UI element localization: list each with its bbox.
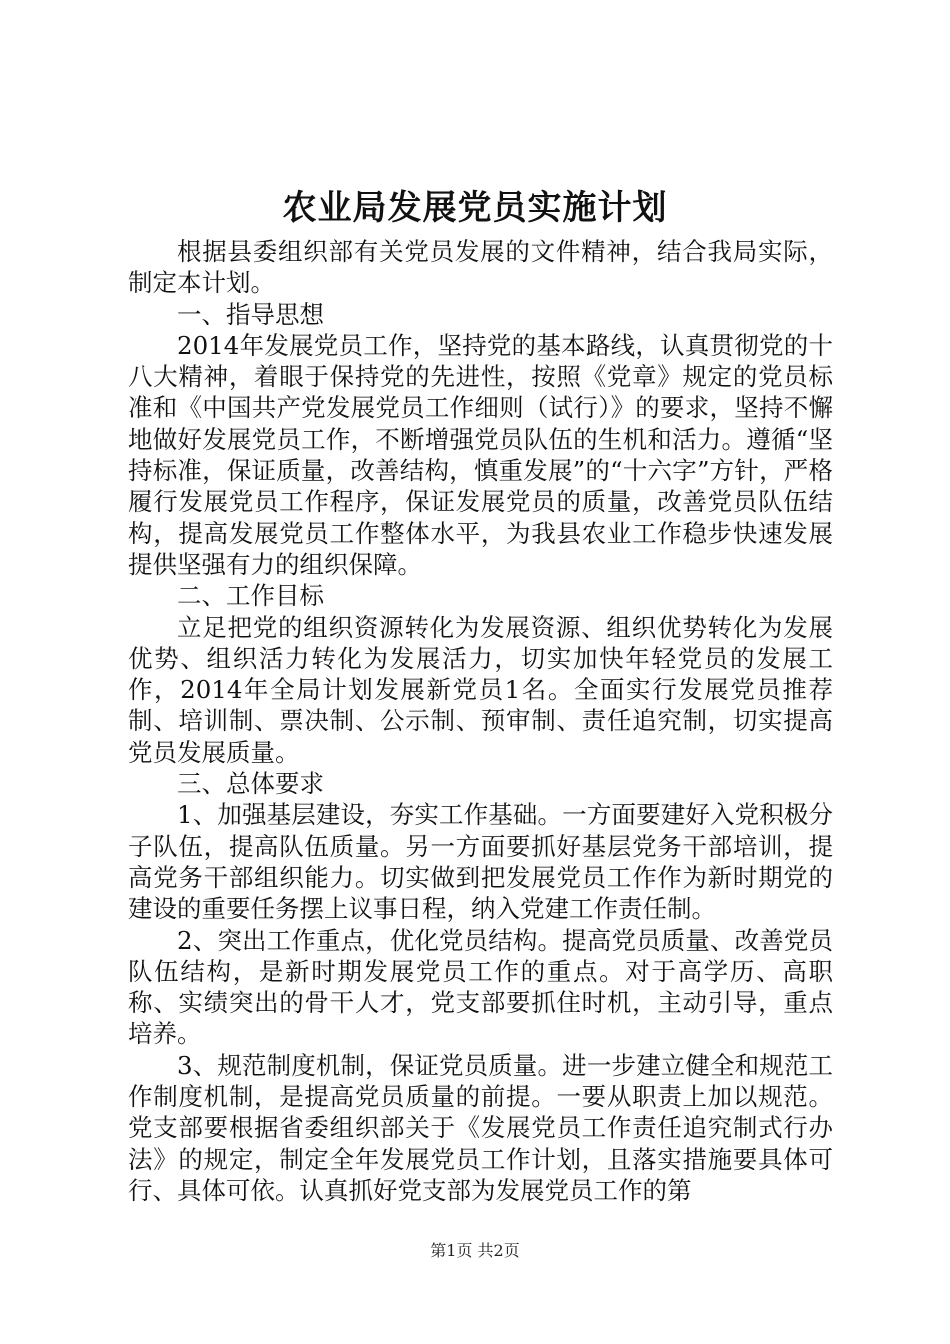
- requirement-item-1: 1、加强基层建设，夯实工作基础。一方面要建好入党积极分子队伍，提高队伍质量。另一方面要抓好基层党务干部培训，提高党务干部组织能力。切实做到把发展党员工作作为新时期党的建设的重要任务摆上议事日程，纳入党建工作责任制。: [128, 800, 833, 924]
- document-title: 农业局发展党员实施计划: [282, 188, 668, 228]
- guiding-ideology-paragraph: 2014年发展党员工作，坚持党的基本路线，认真贯彻党的十八大精神，着眼于保持党的先进性，按照《党章》规定的党员标准和《中国共产党发展党员工作细则（试行）》的要求，坚持不懈地做好发展党员工作，不断增强党员队伍的生机和活力。遵循“坚持标准，保证质量，改善结构，慎重发展”的“十六字”方针，严格履行发展党员工作程序，保证发展党员的质量，改善党员队伍结构，提高发展党员工作整体水平，为我县农业工作稳步快速发展提供坚强有力的组织保障。: [128, 330, 833, 579]
- section-heading-guiding-ideology: 一、指导思想: [177, 299, 324, 329]
- section-heading-work-goals: 二、工作目标: [177, 581, 324, 611]
- section-heading-general-requirements: 三、总体要求: [177, 769, 324, 799]
- requirement-item-3: 3、规范制度机制，保证党员质量。进一步建立健全和规范工作制度机制，是提高党员质量的前提。一要从职责上加以规范。党支部要根据省委组织部关于《发展党员工作责任追究制式行办法》的规定，制定全年发展党员工作计划，且落实措施要具体可行、具体可依。认真抓好党支部为发展党员工作的第: [128, 1050, 833, 1205]
- page-footer: 第1页 共2页: [430, 1241, 520, 1260]
- work-goals-paragraph: 立足把党的组织资源转化为发展资源、组织优势转化为发展优势、组织活力转化为发展活力，切实加快年轻党员的发展工作，2014年全局计划发展新党员1名。全面实行发展党员推荐制、培训制、票决制、公示制、预审制、责任追究制，切实提高党员发展质量。: [128, 612, 833, 767]
- document-body: [128, 236, 833, 1206]
- requirement-item-2: 2、突出工作重点，优化党员结构。提高党员质量、改善党员队伍结构，是新时期发展党员工作的重点。对于高学历、高职称、实绩突出的骨干人才，党支部要抓住时机，主动引导，重点培养。: [128, 925, 833, 1049]
- intro-paragraph: 根据县委组织部有关党员发展的文件精神，结合我局实际，制定本计划。: [128, 237, 833, 298]
